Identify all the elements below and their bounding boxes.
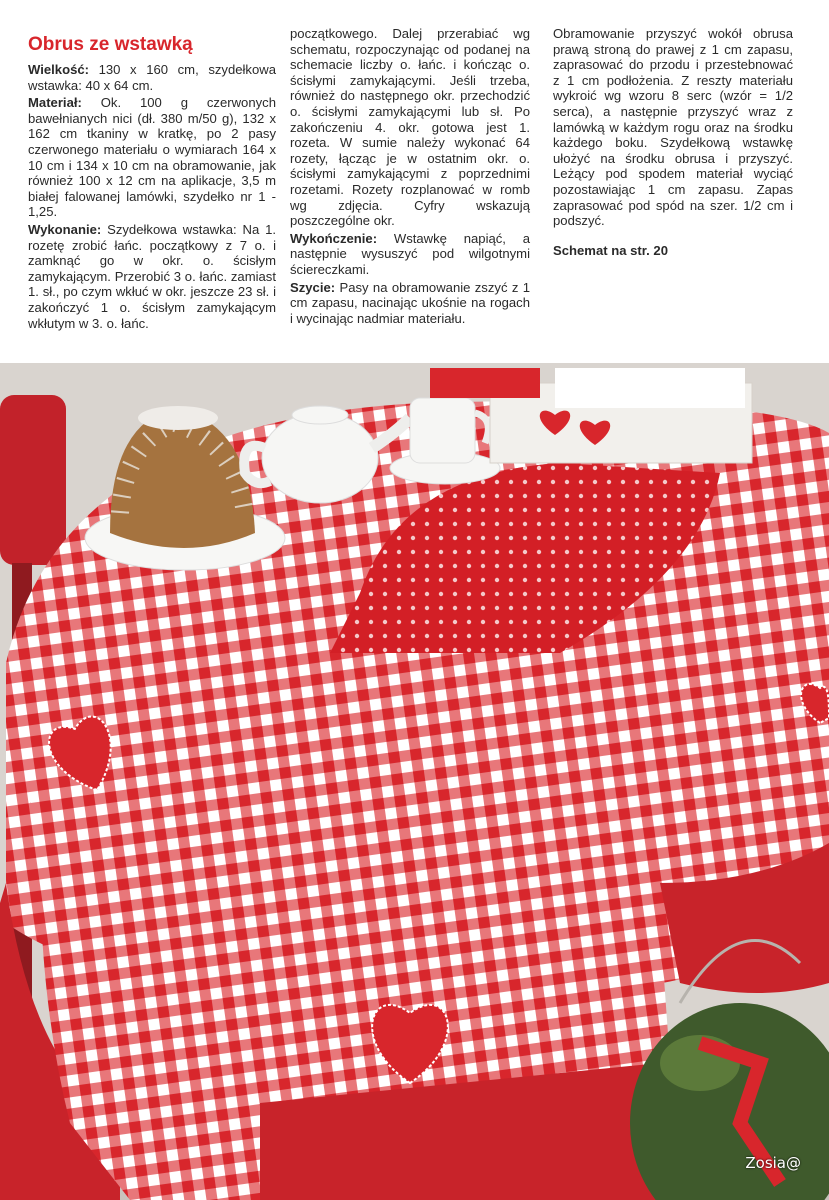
text-material: Ok. 100 g czerwonych bawełnianych nici (dł. 380 m/50 g), 132 x 162 cm tkaniny w kratkę, po 2 pasy czerwonego materiału o wymiarach 164 x 10 cm i 134 x 10 cm na obramowanie, jak również 100 x 12 cm na aplikacje, 3,5 m białej falowanej lamówki, szydełko nr 1 - 1,25. xyxy=(28,95,276,220)
text-column-2 xyxy=(290,26,530,328)
label-sewing: Szycie: xyxy=(290,279,336,295)
label-size: Wielkość: xyxy=(28,62,90,77)
text-column-3 xyxy=(553,26,793,258)
label-material: Materiał: xyxy=(28,95,82,111)
article-title: Obrus ze wstawką xyxy=(28,34,193,55)
paragraph-continued xyxy=(290,26,530,229)
text-continued: początkowego. Dalej przerabiać wg schematu, rozpoczynając od podanej na schemacie liczby o. łańc. i kończąc o. ścisłymi zamykającymi. Jeśli trzeba, również do następnego okr. przechodzić o. ścisłymi zamykającymi lub sł. Po zakończeniu 4. okr. gotowa jest 1. rozeta. W sumie należy wykonać 64 rozety, łącząc je w ostatnim okr. o. ścisłymi zamykającymi z poprzednimi rozetami. Rozety rozplanować w romb wg zdjęcia. Cyfry wskazują poszczególne okr. xyxy=(290,26,530,229)
label-finishing: Wykończenie: xyxy=(290,230,378,246)
paragraph-material xyxy=(28,95,276,220)
tablecloth-photo xyxy=(0,363,829,1200)
text-finishing: Wstawkę napiąć, a następnie wysuszyć pod wilgotnymi ściereczkami. xyxy=(290,230,530,277)
text-border: Obramowanie przyszyć wokół obrusa prawą stroną do prawej z 1 cm zapasu, zaprasować do przodu i przestebnować z 1 cm podłożenia. Z reszty materiału wykroić wg wzoru 8 serc (wzór = 1/2 serca), a następnie przyszyć wraz z lamówką w każdym rogu oraz na środku każdego boku. Szydełkową wstawkę ułożyć na środku obrusa i przyszyć. Leżący pod spodem materiał wyciąć pozostawiając 1 cm zapasu. Zapas zaprasować pod spód na szer. 1/2 cm i podszyć. xyxy=(553,26,793,229)
paragraph-execution xyxy=(28,222,276,331)
paragraph-finishing xyxy=(290,231,530,278)
paragraph-sewing xyxy=(290,280,530,327)
photo-credit: Zosia@ xyxy=(745,1154,801,1172)
label-execution: Wykonanie: xyxy=(28,221,102,237)
paragraph-border xyxy=(553,26,793,229)
text-execution: Szydełkowa wstawka: Na 1. rozetę zrobić łańc. początkowy z 7 o. i zamknąć go w okr. o. ścisłym zamykającym. Przerobić 3 o. łańc. zamiast 1. sł., po czym wkłuć w okr. jeszcze 23 sł. i zakończyć 1 o. ścisłym zamykającym wkłutym w 3. o. łańc. xyxy=(28,221,276,331)
photo-illustration xyxy=(0,363,829,1200)
text-column-1 xyxy=(28,26,276,333)
text-size: 130 x 160 cm, szydełkowa wstawka: 40 x 64 cm. xyxy=(28,62,276,93)
schema-reference: Schemat na str. 20 xyxy=(553,242,668,258)
text-sewing: Pasy na obramowanie zszyć z 1 cm zapasu, nacinając ukośnie na rogach i wycinając nadmiar materiału. xyxy=(290,279,530,326)
paragraph-size xyxy=(28,62,276,93)
